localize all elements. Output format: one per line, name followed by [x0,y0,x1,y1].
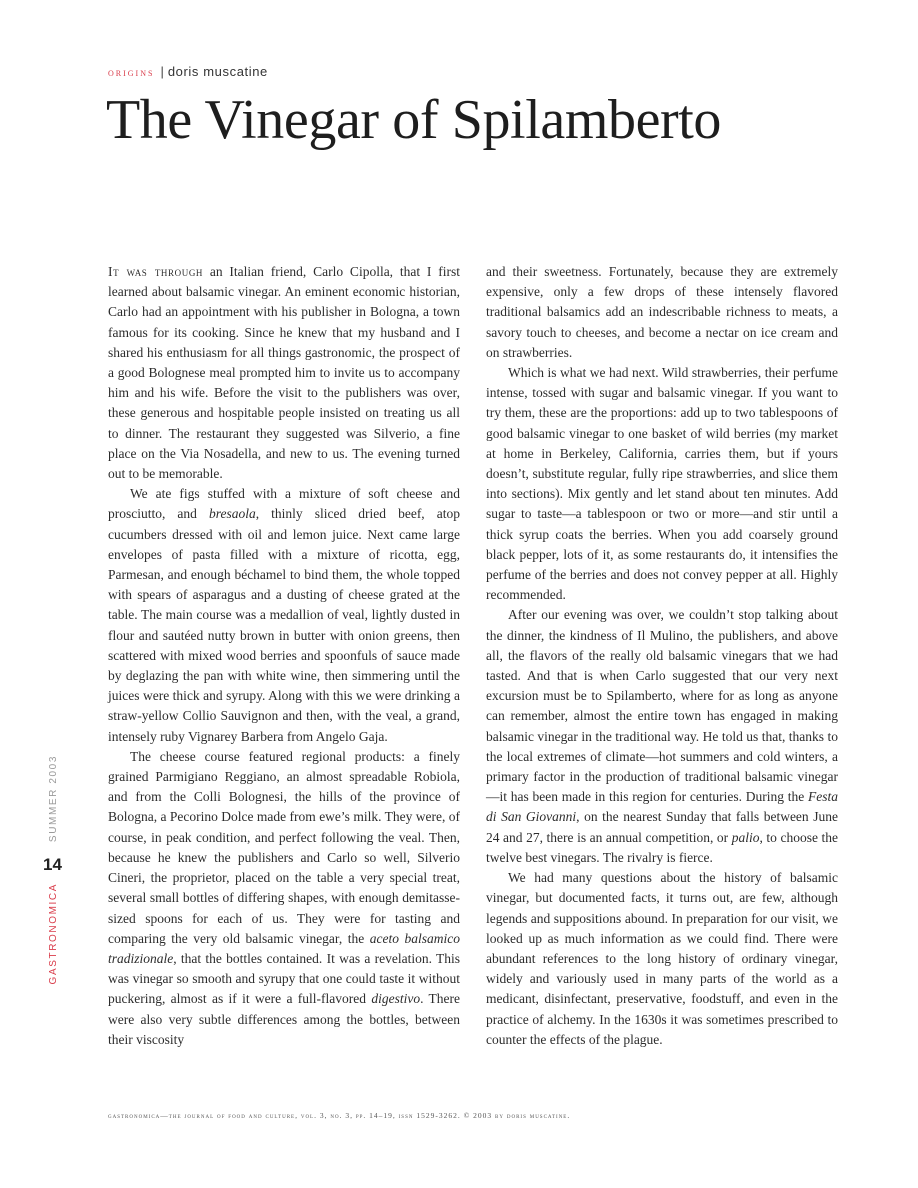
magazine-name: GASTRONOMICA [48,883,59,985]
article-title: The Vinegar of Spilamberto [106,89,722,151]
paragraph: Which is what we had next. Wild strawberries, their perfume intense, tossed with sugar and balsamic vinegar. If you want to try them, these are the proportions: add up to two tablespoons of good balsamic vinegar to one basket of wild berries (my market at home in Berkeley, California, carries them, but if yours doesn’t, substitute regular, fully ripe strawberries, and slice them into sections). Mix gently and let stand about ten minutes. Add sugar to taste—a tablespoon or two or more—and stir until a thick syrup coats the berries. When you add coarsely ground black pepper, lots of it, as some restaurants do, it intensifies the perfume of the berries and does not convey pepper at all. Highly recommended. [486,365,838,603]
paragraph: and their sweetness. Fortunately, because they are extremely expensive, only a few drops of these intensely flavored traditional balsamics add an indescribable richness to meats, a savory touch to cheeses, and become a nectar on ice cream and on strawberries. [486,264,838,360]
lead-in: It was through [108,264,204,279]
paragraph-text: , to choose the twelve best vinegars. The rivalry is fierce. [486,829,838,865]
paragraph: We had many questions about the history of balsamic vinegar, but documented facts, it turns out, are few, although legends and suppositions abound. In preparation for our visit, we looked up as much information as we could find. There were abundant references to the long history of ordinary vinegar, widely and variously used in many parts of the world as a medicant, disinfectant, preservative, foodstuff, and even in the practice of alchemy. In the 1630s it was sometimes prescribed to counter the effects of the plague. [486,870,838,1047]
body-column-left [108,262,460,1050]
paragraph-text: . There were also very subtle differences among the bottles, between their viscosity [108,991,461,1047]
paragraph-text: After our evening was over, we couldn’t stop talking about the dinner, the kindness of Il Mulino, the publishers, and above all, the flavors of the really old balsamic vinegars that we had tasted. And that is when Carlo suggested that our very next excursion must be to Spilamberto, where for as long as anyone can remember, almost the entire town has engaged in making balsamic vinegar in the traditional way. He told us that, thanks to the local extremes of climate—hot summers and cold winters, a primary factor in the production of traditional balsamic vinegar—it has been made in this region for centuries. During the [486,607,838,805]
paragraph-text: We ate figs stuffed with a mixture of soft cheese and prosciutto, and [108,486,460,522]
paragraph-text: The cheese course featured regional products: a finely grained Parmigiano Reggiano, an almost spreadable Robiola, and from the Colli Bolognesi, the hills of the province of Bologna, a Pecorino Dolce made from ewe’s milk. They were, of course, in peak condition, and perfect following the veal. Then, because he knew the publishers and Carlo so well, Silverio Cineri, the proprietor, placed on the table a very special treat, several small bottles of differing shapes, with enough demitasse-sized spoons for each of us. They were for tasting and comparing the very old balsamic vinegar, the [108,748,460,946]
body-column-right [486,262,838,1050]
kicker [108,63,828,81]
paragraph-text: , that the bottles contained. It was a revelation. This was vinegar so smooth and syrupy that one could taste it without puckering, almost as if it were a full-flavored [108,950,460,1007]
paragraph [486,605,838,868]
author-name: doris muscatine [167,64,268,79]
page-sidebar [44,755,66,985]
paragraph [108,747,460,1050]
paragraph [108,262,460,484]
page-number: 14 [43,855,62,874]
italic-term: bresaola [208,506,256,522]
citation-footer: gastronomica—the journal of food and culture, vol. 3, no. 3, pp. 14–19, issn 1529-3262. © 2003 by doris muscatine. [108,1111,571,1120]
paragraph [108,484,460,747]
paragraph-text: an Italian friend, Carlo Cipolla, that I first learned about balsamic vinegar. An eminent economic historian, Carlo had an appointment with his publisher in Bologna, a town famous for its cooking. Since he knew that my husband and I shared his enthusiasm for all things gastronomic, the prospect of a good Bolognese meal prompted him to invite us to accompany him and his wife. Before the visit to the publishers was over, these generous and hospitable people insisted on treating us all to dinner. The restaurant they suggested was Silverio, a fine place on the Via Nosadella, and new to us. The evening turned out to be memorable. [108,264,460,482]
italic-term: digestivo [371,991,421,1007]
kicker-separator: | [160,64,164,79]
section-label: origins [108,65,155,79]
italic-term: Festa di San Giovanni [486,789,838,825]
paragraph-text: , thinly sliced dried beef, atop cucumbers dressed with oil and lemon juice. Next came large envelopes of pasta filled with a mixture of ricotta, egg, Parmesan, and enough béchamel to bind them, the whole topped with spears of asparagus and a dusting of cheese grated at the table. The main course was a medallion of veal, lightly dusted in flour and sautéed nutty brown in butter with onion greens, then scattered with mixed wood berries and spoonfuls of sauce made by deglazing the pan with white wine, then simmering until the juices were thick and syrupy. Along with this we were drinking a straw-yellow Collio Sauvignon and then, with the veal, a grand, intensely ruby Vignarey Barbera from Angelo Gaja. [108,506,460,744]
italic-term: aceto balsamico tradizionale [108,930,460,966]
paragraph-text: , on the nearest Sunday that falls between June 24 and 27, there is an annual competition, or [486,809,838,845]
issue-label: SUMMER 2003 [48,755,59,843]
italic-term: palio [731,829,760,845]
article-header [108,63,828,153]
